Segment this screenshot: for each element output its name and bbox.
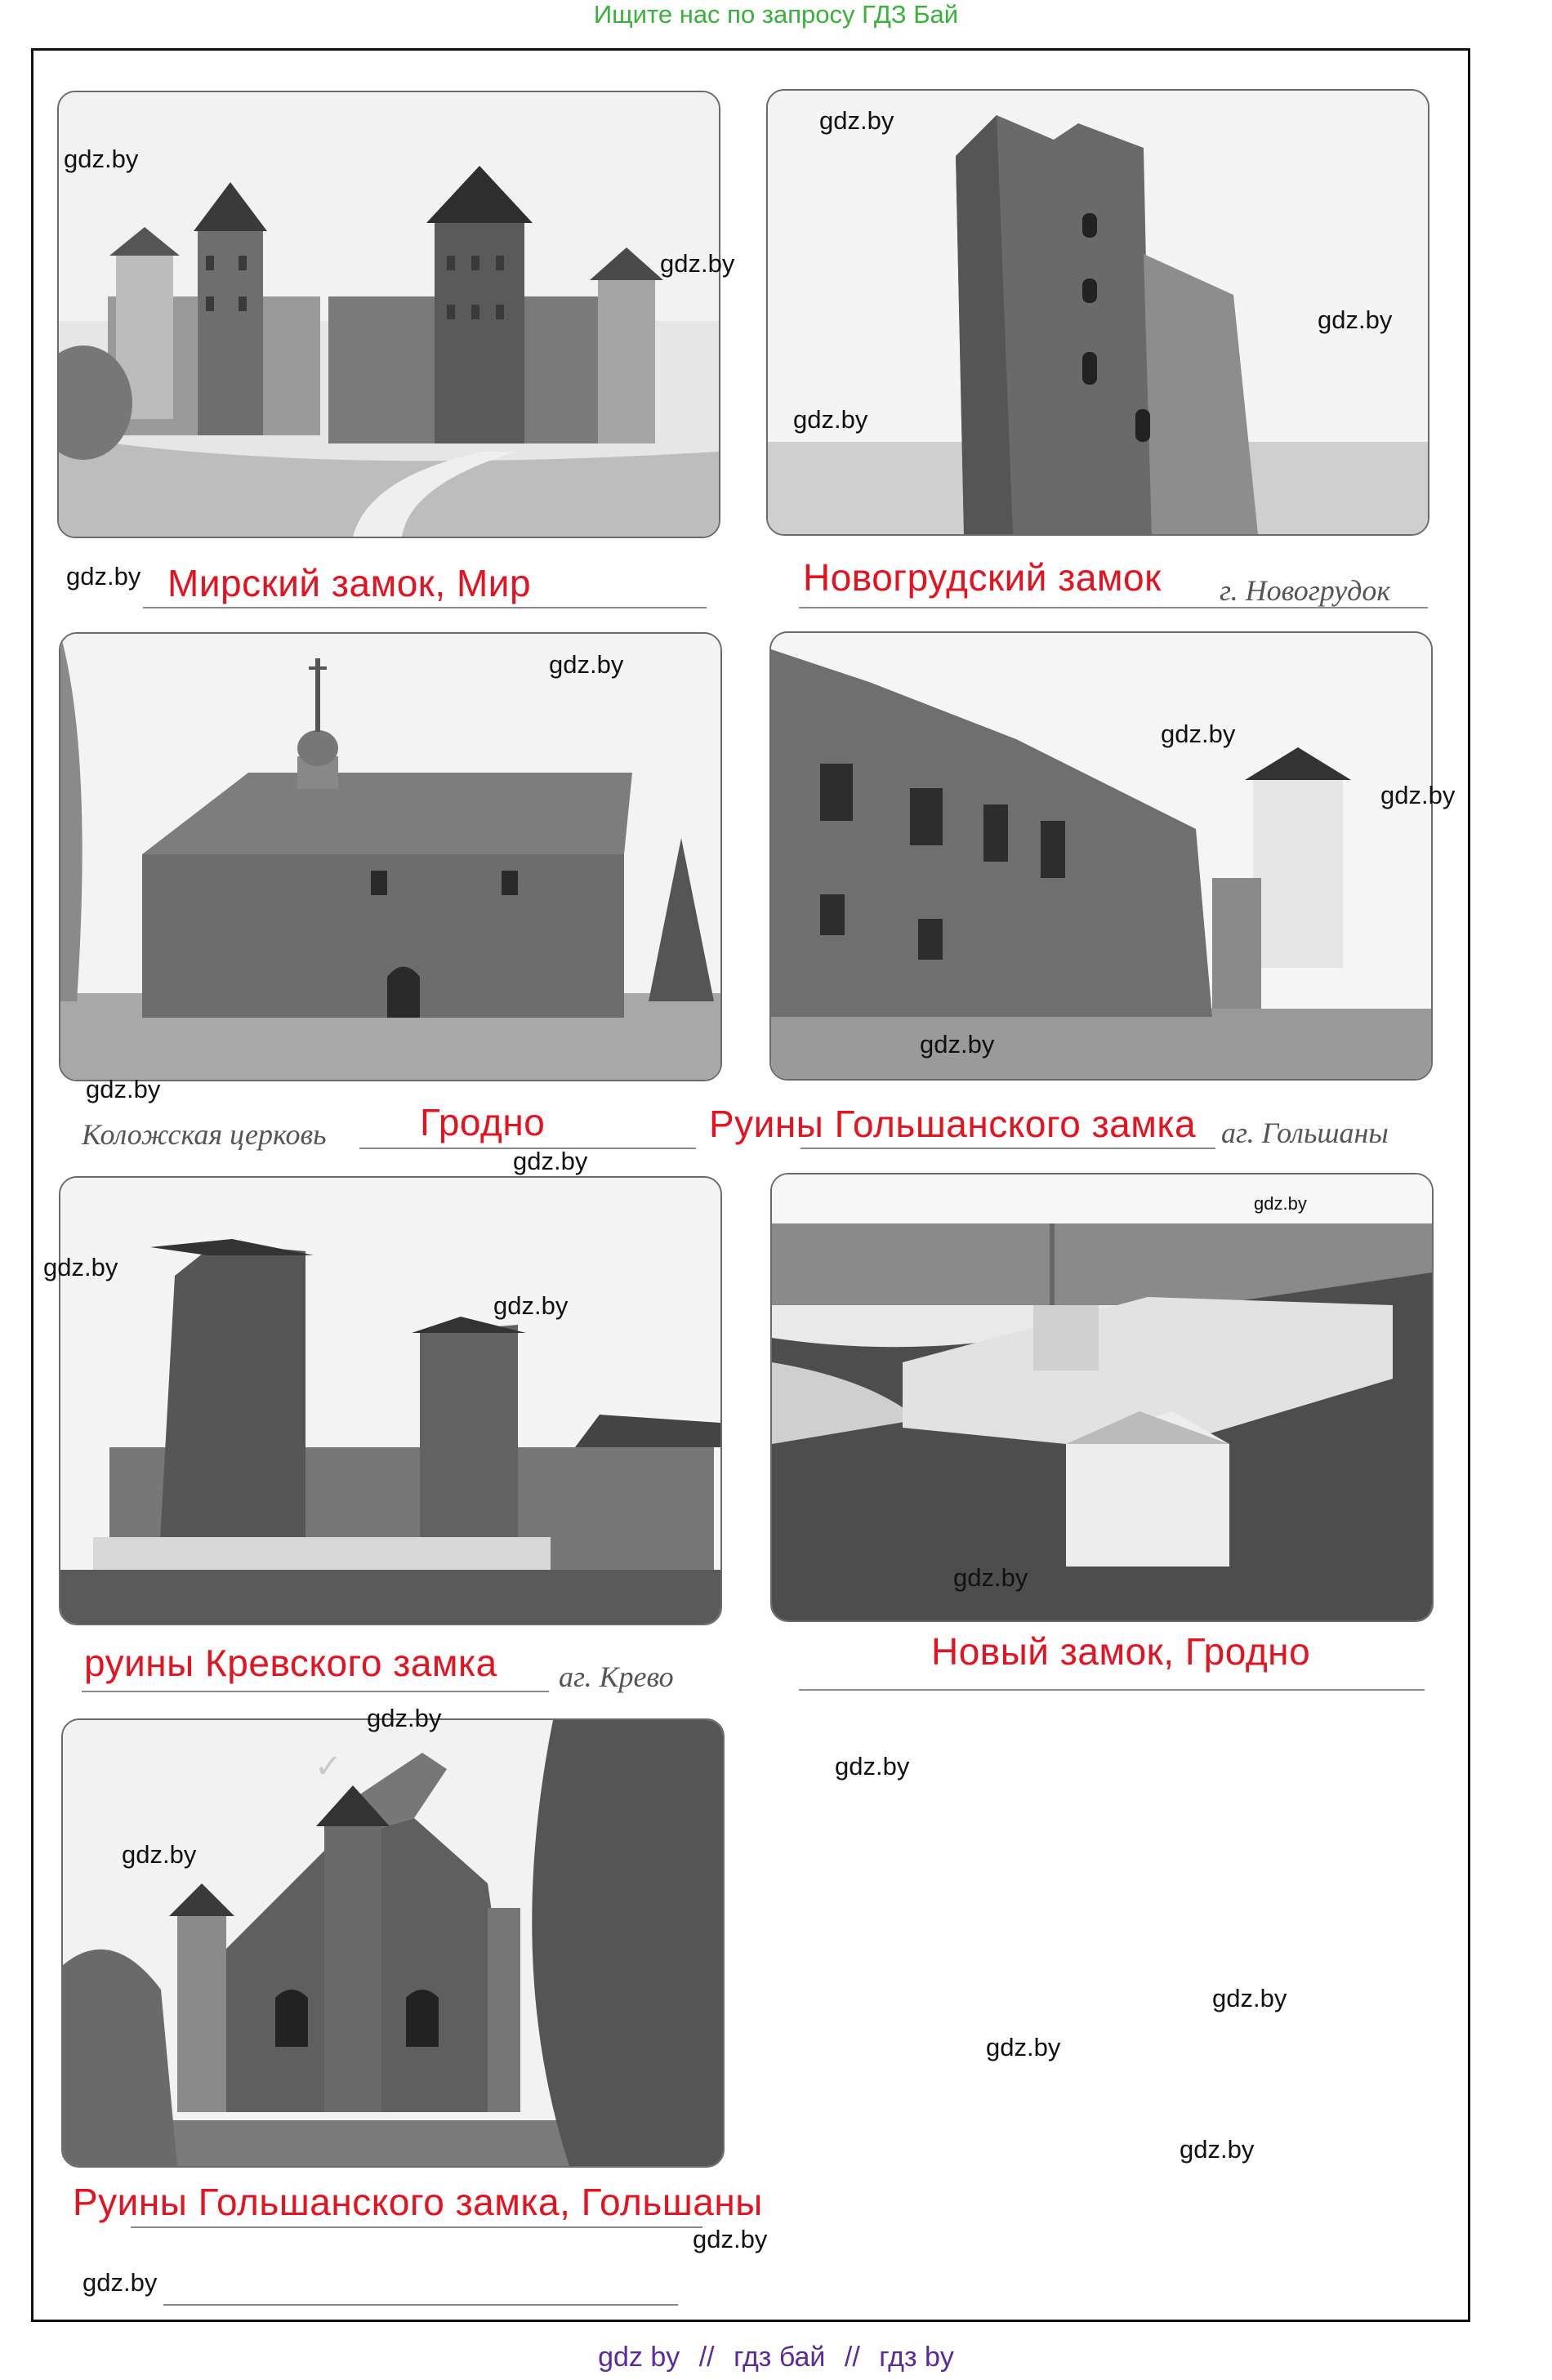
caption-grodno: Гродно xyxy=(420,1101,546,1143)
watermark: gdz.by xyxy=(83,2268,158,2297)
watermark: gdz.by xyxy=(493,1291,569,1320)
caption-golshany-ruins: Руины Гольшанского замка xyxy=(709,1103,1197,1145)
footer-separator: // xyxy=(698,2342,715,2373)
note-golshany: аг. Гольшаны xyxy=(1221,1116,1389,1149)
watermark: gdz.by xyxy=(819,106,894,135)
watermark: gdz.by xyxy=(1318,305,1393,334)
watermark: gdz.by xyxy=(86,1075,161,1103)
caption-line-mir xyxy=(143,607,707,608)
footer-link-gdz-by[interactable]: gdz by xyxy=(598,2342,680,2373)
caption-krevo-ruins: руины Кревского замка xyxy=(84,1642,497,1684)
watermark: gdz.by xyxy=(793,405,868,434)
footer-separator: // xyxy=(844,2342,860,2373)
watermark: gdz.by xyxy=(64,145,139,173)
watermark: gdz.by xyxy=(122,1840,197,1869)
watermark: gdz.by xyxy=(953,1563,1028,1592)
watermark: gdz.by xyxy=(986,2033,1061,2061)
caption-line-novogrudok xyxy=(799,607,1428,608)
caption-line-extra xyxy=(163,2304,678,2306)
caption-line-golshany xyxy=(801,1148,1215,1149)
watermark: gdz.by xyxy=(549,650,624,679)
watermark: gdz.by xyxy=(1380,781,1456,809)
caption-new-castle-grodno: Новый замок, Гродно xyxy=(931,1630,1311,1673)
watermark: gdz.by xyxy=(513,1147,588,1175)
footer-links xyxy=(0,2341,1552,2373)
bleed-through-text: ✓ xyxy=(314,1749,342,1785)
caption-line-krevo xyxy=(82,1691,549,1692)
caption-golshany-church: Руины Гольшанского замка, Гольшаны xyxy=(73,2181,763,2223)
caption-mir-castle: Мирский замок, Мир xyxy=(167,562,532,604)
watermark: gdz.by xyxy=(66,562,141,591)
photo-krevo-ruins xyxy=(59,1176,722,1625)
top-banner[interactable]: Ищите нас по запросу ГДЗ Бай xyxy=(593,0,959,29)
photo-golshany-ruins xyxy=(769,631,1433,1081)
footer-link-gdz-bai[interactable]: гдз бай xyxy=(734,2342,826,2373)
watermark: gdz.by xyxy=(367,1704,442,1732)
watermark: gdz.by xyxy=(660,249,735,278)
watermark: gdz.by xyxy=(1161,720,1236,748)
note-kolozha: Коложская церковь xyxy=(82,1118,327,1151)
caption-line-golshany-church xyxy=(131,2226,702,2228)
watermark: gdz.by xyxy=(835,1752,910,1781)
note-novogrudok: г. Новогрудок xyxy=(1220,574,1391,607)
footer-link-gdz-by-cyr[interactable]: гдз by xyxy=(879,2342,954,2373)
note-krevo: аг. Крево xyxy=(559,1660,674,1693)
photo-golshany-church xyxy=(61,1718,725,2168)
caption-novogrudok-castle: Новогрудский замок xyxy=(803,556,1162,599)
photo-kolozha-church xyxy=(59,632,722,1081)
photo-new-castle-grodno xyxy=(770,1173,1434,1622)
caption-line-new-castle xyxy=(799,1689,1425,1691)
watermark: gdz.by xyxy=(1180,2135,1255,2164)
watermark: gdz.by xyxy=(43,1253,118,1281)
watermark: gdz.by xyxy=(1254,1193,1307,1214)
watermark: gdz.by xyxy=(693,2225,768,2253)
photo-mir-castle xyxy=(57,91,720,538)
watermark: gdz.by xyxy=(1212,1984,1287,2012)
watermark: gdz.by xyxy=(920,1030,995,1059)
